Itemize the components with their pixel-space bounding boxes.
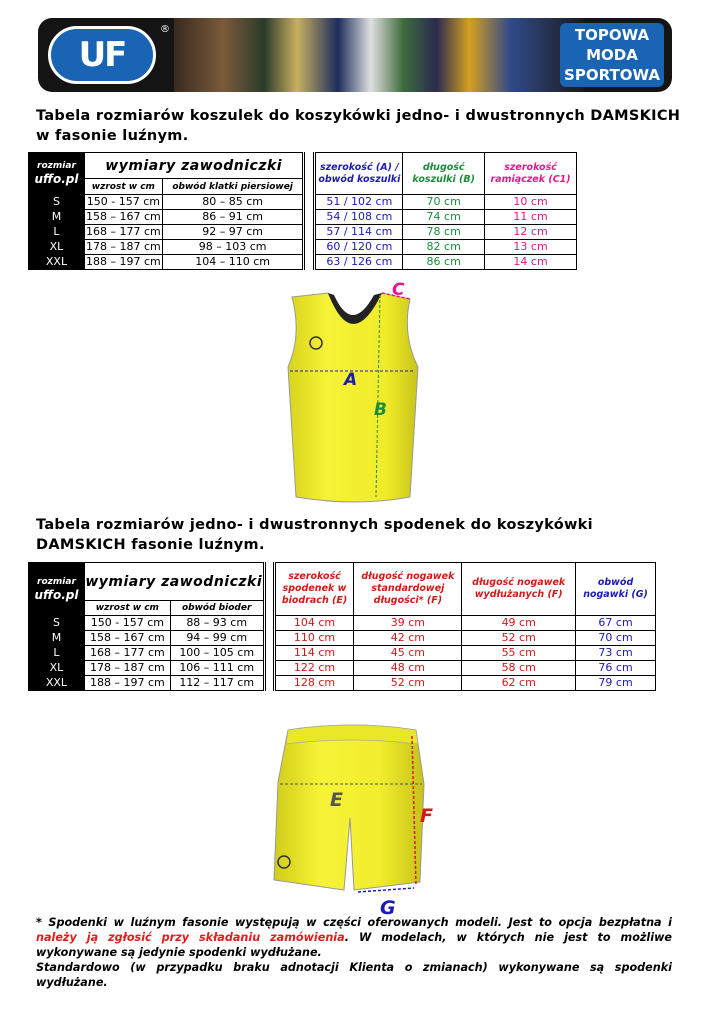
header-width-a: szerokość (A) / obwód koszulki [315, 153, 403, 195]
label-c: C [392, 280, 405, 300]
size-cell: M [29, 210, 85, 225]
shirt-body [288, 293, 418, 502]
b-cell: 86 cm [403, 255, 485, 270]
header-hips: obwód bioder [170, 601, 264, 616]
table-row [29, 616, 656, 631]
b-cell: 78 cm [403, 225, 485, 240]
chest-cell: 98 – 103 cm [162, 240, 304, 255]
table-row [29, 646, 656, 661]
f-long-cell: 58 cm [462, 661, 576, 676]
header-length-f-long: długość nogawek wydłużanych (F) [462, 563, 576, 616]
height-cell: 168 – 177 cm [85, 225, 161, 238]
footnote-part1: * Spodenki w luźnym fasonie występują w części oferowanych modeli. Jest to opcja bezpłatna i [36, 916, 672, 929]
header-height: wzrost w cm [84, 179, 162, 195]
size-label-line1: rozmiar [37, 576, 76, 587]
shorts-title: Tabela rozmiarów jedno- i dwustronnych spodenek do koszykówki DAMSKICH fasonie luźnym. [36, 517, 593, 553]
footnote-part3: . W modelach, w których nie jest to możliwe wykonywane są jedynie spodenki wydłużane. [36, 931, 672, 959]
hips-cell: 100 – 105 cm [170, 646, 264, 661]
table-row [29, 240, 577, 255]
size-cell: S [29, 195, 85, 210]
size-cell: XL [29, 240, 85, 255]
size-label-cell [29, 563, 85, 616]
f-std-cell: 52 cm [354, 676, 462, 691]
size-cell: L [29, 225, 85, 240]
chest-cell: 104 – 110 cm [162, 255, 304, 270]
g-cell: 76 cm [576, 661, 656, 676]
size-cell: M [29, 631, 85, 646]
c-cell: 10 cm [485, 195, 577, 210]
f-long-cell: 55 cm [462, 646, 576, 661]
e-cell: 122 cm [274, 661, 354, 676]
size-label-line1: rozmiar [37, 161, 76, 171]
slogan-box [560, 23, 664, 87]
chest-cell: 92 – 97 cm [162, 225, 304, 240]
table-row [29, 210, 577, 225]
label-g: G [380, 897, 396, 919]
g-cell: 67 cm [576, 616, 656, 631]
a-cell: 63 / 126 cm [315, 255, 403, 270]
logo-text: UF [78, 35, 126, 75]
header-length-b: długość koszulki (B) [403, 153, 485, 195]
size-label-line2: uffo.pl [34, 172, 79, 186]
g-cell: 79 cm [576, 676, 656, 691]
shorts-size-table [28, 562, 656, 691]
hips-cell: 94 – 99 cm [170, 631, 264, 646]
e-cell: 104 cm [274, 616, 354, 631]
table-row [29, 676, 656, 691]
header-chest: obwód klatki piersiowej [162, 179, 304, 195]
header-strap-c: szerokość ramiączek (C1) [485, 153, 577, 195]
e-cell: 128 cm [274, 676, 354, 691]
g-cell: 73 cm [576, 646, 656, 661]
header-height: wzrost w cm [84, 601, 170, 616]
table-row [29, 631, 656, 646]
slogan-line-1: TOPOWA [574, 26, 650, 44]
a-cell: 51 / 102 cm [315, 195, 403, 210]
shorts-body [274, 725, 424, 890]
height-cell: 188 – 197 cm [84, 676, 170, 691]
table-row [29, 225, 577, 240]
shirts-title: Tabela rozmiarów koszulek do koszykówki jedno- i dwustronnych DAMSKICH w fasonie luźnym. [36, 108, 681, 144]
f-long-cell: 49 cm [462, 616, 576, 631]
column-divider [264, 563, 274, 691]
f-std-cell: 48 cm [354, 661, 462, 676]
header-width-e: szerokość spodenek w biodrach (E) [274, 563, 354, 616]
uffo-logo [48, 26, 156, 84]
header-leg-g: obwód nogawki (G) [576, 563, 656, 616]
label-b: B [374, 400, 387, 420]
g-cell: 70 cm [576, 631, 656, 646]
a-cell: 57 / 114 cm [315, 225, 403, 240]
chest-cell: 80 – 85 cm [162, 195, 304, 210]
footnote-highlight: należy ją zgłosić przy składaniu zamówienia [36, 931, 345, 944]
height-cell: 188 – 197 cm [85, 255, 161, 268]
shirts-size-table [28, 152, 577, 270]
size-cell: XXL [29, 255, 85, 270]
shirt-diagram [270, 275, 440, 505]
f-std-cell: 42 cm [354, 631, 462, 646]
table-row [29, 255, 577, 270]
header-banner [38, 18, 672, 92]
height-cell: 158 – 167 cm [84, 631, 170, 646]
footnote-part4: Standardowo (w przypadku braku adnotacji Klienta o zmianach) wykonywane są spodenki wydłużane. [36, 961, 672, 989]
height-cell: 178 – 187 cm [84, 661, 170, 676]
size-label-line2: uffo.pl [34, 587, 79, 602]
hips-cell: 88 – 93 cm [170, 616, 264, 631]
registered-mark: ® [160, 24, 170, 35]
a-cell: 60 / 120 cm [315, 240, 403, 255]
chest-cell: 86 – 91 cm [162, 210, 304, 225]
f-long-cell: 52 cm [462, 631, 576, 646]
c-cell: 13 cm [485, 240, 577, 255]
hips-cell: 112 – 117 cm [170, 676, 264, 691]
size-cell: XXL [29, 676, 85, 691]
column-divider [304, 153, 315, 270]
slogan-line-3: SPORTOWA [564, 66, 660, 84]
label-a: A [344, 370, 358, 390]
height-cell: 178 – 187 cm [85, 240, 161, 253]
label-f: F [420, 805, 433, 827]
size-label-cell [29, 153, 85, 195]
label-e: E [330, 789, 343, 811]
e-cell: 114 cm [274, 646, 354, 661]
f-long-cell: 62 cm [462, 676, 576, 691]
c-cell: 12 cm [485, 225, 577, 240]
hips-cell: 106 – 111 cm [170, 661, 264, 676]
shorts-diagram [262, 722, 452, 922]
c-cell: 14 cm [485, 255, 577, 270]
group-header: wymiary zawodniczki [84, 563, 264, 601]
basketball-photo-strip [174, 18, 584, 92]
a-cell: 54 / 108 cm [315, 210, 403, 225]
height-cell: 168 – 177 cm [84, 646, 170, 661]
size-cell: L [29, 646, 85, 661]
f-std-cell: 45 cm [354, 646, 462, 661]
c-cell: 11 cm [485, 210, 577, 225]
size-cell: S [29, 616, 85, 631]
e-cell: 110 cm [274, 631, 354, 646]
group-header: wymiary zawodniczki [84, 153, 304, 179]
b-cell: 74 cm [403, 210, 485, 225]
height-cell: 150 - 157 cm [84, 195, 162, 210]
size-cell: XL [29, 661, 85, 676]
table-row [29, 195, 577, 210]
table-row [29, 661, 656, 676]
footnote [36, 915, 672, 990]
header-length-f-std: długość nogawek standardowej długości* (F) [354, 563, 462, 616]
slogan-line-2: MODA [586, 46, 638, 64]
b-cell: 70 cm [403, 195, 485, 210]
height-cell: 158 – 167 cm [85, 210, 161, 223]
b-cell: 82 cm [403, 240, 485, 255]
height-cell: 150 - 157 cm [84, 616, 170, 631]
f-std-cell: 39 cm [354, 616, 462, 631]
